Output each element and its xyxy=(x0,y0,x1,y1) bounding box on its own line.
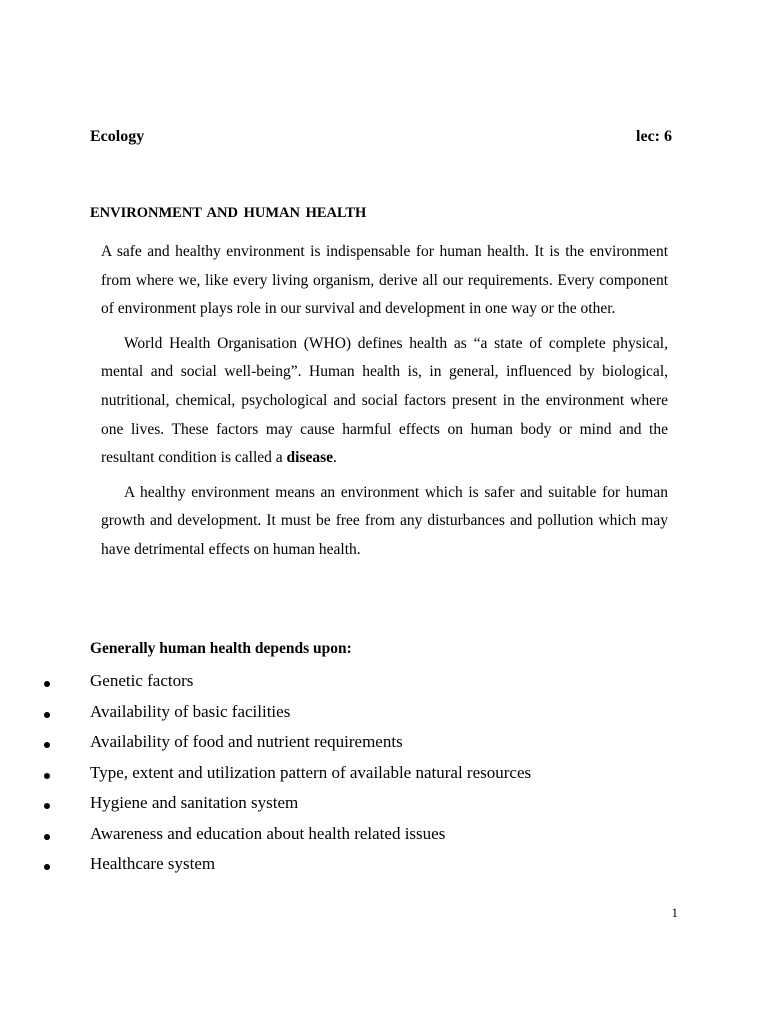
list-item-label: Hygiene and sanitation system xyxy=(90,793,299,812)
paragraph-2-end: . xyxy=(333,449,337,467)
bullet-icon xyxy=(44,742,50,748)
list-item-label: Availability of food and nutrient requirements xyxy=(90,732,403,751)
list-item-label: Availability of basic facilities xyxy=(90,701,291,721)
paragraph-2-text: World Health Organisation (WHO) defines health as “a state of complete physical, mental and social well-being”. Human health is, in general, influenced by biological, nutritional, chemical, psychological and social factors present in the environment where one lives. These factors may cause harmful effects on human body or mind and the resultant condition is called a xyxy=(101,334,668,467)
list-item-label: Awareness and education about health related issues xyxy=(90,823,446,843)
list-item-label: Type, extent and utilization pattern of available natural resources xyxy=(90,762,532,782)
list-item xyxy=(0,697,768,728)
bullet-icon xyxy=(44,773,50,779)
bullet-icon xyxy=(44,834,50,840)
bullet-icon xyxy=(44,681,50,687)
list-item xyxy=(0,788,768,819)
bullet-icon xyxy=(44,712,50,718)
paragraph-2-emphasis: disease xyxy=(286,449,334,467)
course-title: Ecology xyxy=(90,128,145,145)
lecture-number: lec: 6 xyxy=(636,128,672,145)
list-item xyxy=(0,819,768,850)
list-heading: Generally human health depends upon: xyxy=(90,640,352,657)
section-title: ENVIRONMENT AND HUMAN HEALTH xyxy=(90,205,367,221)
page-number: 1 xyxy=(671,905,678,920)
factors-list xyxy=(0,666,768,880)
bullet-icon xyxy=(44,803,50,809)
paragraph-1: A safe and healthy environment is indispensable for human health. It is the environment from where we, like every living organism, derive all our requirements. Every component of environment plays role in our survival and development in one way or the other. xyxy=(101,243,668,318)
list-item-label: Genetic factors xyxy=(90,671,194,690)
bullet-icon xyxy=(44,864,50,870)
body-text xyxy=(101,238,668,571)
list-item xyxy=(0,849,768,880)
list-item xyxy=(0,666,768,697)
paragraph-3: A healthy environment means an environment which is safer and suitable for human growth and development. It must be free from any disturbances and pollution which may have detrimental effects on human health. xyxy=(101,483,668,558)
list-item xyxy=(0,758,768,789)
list-item-label: Healthcare system xyxy=(90,854,216,873)
paragraph-2 xyxy=(101,330,668,473)
list-item xyxy=(0,727,768,758)
